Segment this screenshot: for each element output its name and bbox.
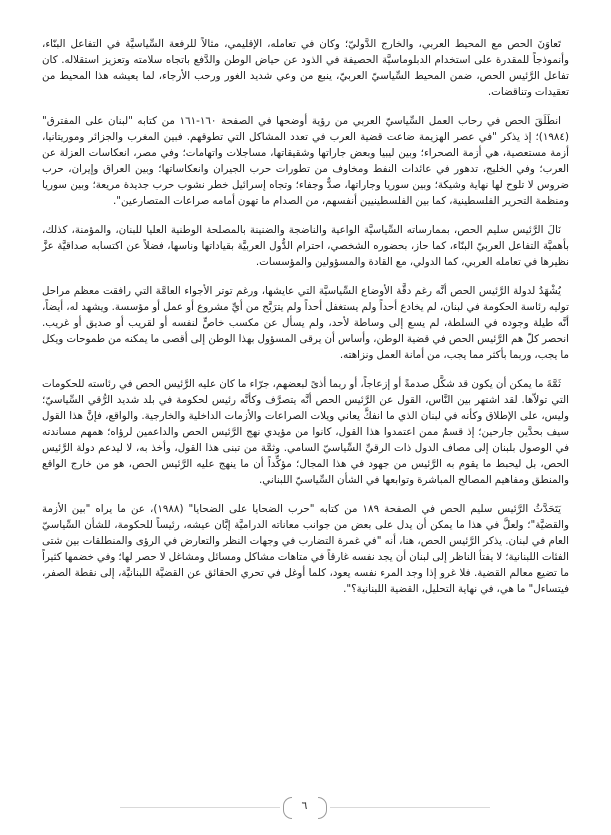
- footer-rule-right: [330, 807, 490, 808]
- paragraph-5: ثَمَّةَ ما يمكن أن يكون قد شكَّل صدمةً أو إزعاجاً، أو ربما أذىً لبعضهم، جرّاء ما كان عليه الرَّئيس الحص في رئاسته للحكومات التي تولاّها. لقد اشتهر بين النَّاس، القول عن الرَّئيس الحص أنَّه يتصرَّف وكأنَّه رئيس لحكومة في بلد شديد الرُّقي السِّياسيّ؛ وليس، على الإطلاق وكأنه في لبنان الذي ما انفكَّ يعاني ويلات الصراعات والأزمات الداخلية والخارجية. والواقع، فإنَّ هذا القول سيف بحدَّين جارحين؛ إذ قسمٌ ممن اعتمدوا هذا القول، كانوا من مؤيدي نهج الرَّئيس الحص والداعمين لرؤاه؛ همهم مساندته في الوصول بلبنان إلى مصاف الدول ذات الرقيِّ السِّياسيّ السامي. وثمَّة من تبنى هذا القول، وأخذ به، لا ليدعم دولة الرَّئيس الحص، بل ليحبط ما يقوم به الرَّئيس من جهود في هذا المجال؛ مؤكِّداً أن ما ينهج عليه الرَّئيس الحص، هو من خارج الواقع والمنطق ومفاهيم المصالح المباشرة وتوابعها في الشأن السِّياسيّ اللبناني.: [42, 378, 569, 486]
- paragraph-3: نَالَ الرَّئيس سليم الحص، بممارساته السِّياسيَّة الواعية والناضجة والضنينة بالمصلحة الوطنية العليا للبنان، والمؤمنة، كذلك، بأهميَّة التفاعل العربيّ البنّاء، كما حاز، بحضوره الشخصي، احترام الدُّول العربيَّة بقياداتها وناسها، فضلاً عن اكتسابه صداقيَّة عزَّ نظيرها في تعامله العربي، كما الدولي، مع القادة والمسؤولين والمؤسسات.: [42, 224, 569, 268]
- footer-bracket-right: [318, 797, 327, 819]
- document-body: [42, 36, 569, 610]
- footer-rule-left: [120, 807, 280, 808]
- page-footer: [0, 796, 611, 820]
- paragraph-1: تَعاوَنَ الحص مع المحيط العربي، والخارج الدَّوليّ؛ وكان في تعامله، الإقليمي، مثالاً للرفعة السِّياسيَّة في التفاعل البنّاء، وأنموذجاً للمقدرة على استخدام الدبلوماسيَّة الحصيفة في الذود عن حياض الوطن والدَّفع باتجاه سلامته وتعزيز استقلاله. كان تفاعل الرَّئيس الحص، ضمن المحيط السِّياسيّ العربيّ، ينبع من وعي شديد الغور ورحب الأرجاء، لما يعيشه هذا المحيط من تعقيدات وتناقضات.: [42, 38, 569, 98]
- paragraph-2: انطَلَقَ الحص في رحاب العمل السِّياسيّ العربي من رؤية أوضحها في الصفحة ١٦٠-١٦١ من كتابه "لبنان على المفترق" (١٩٨٤)؛ إذ يذكر "في عصر الهزيمة ضاعت قضية العرب في تعدد المشاكل التي تطوقهم. فبين المغرب والجزائر وموريتانيا، أزمة مستعصية، هي أزمة الصحراء؛ وبين ليبيا وبعض جاراتها وشقيقاتها، مساجلات واتهامات؛ وفي مصر، انعكاسات العزلة عن العرب؛ وفي الخليج، تدهور في عائدات النفط ومخاوف من تطورات حرب الجيران وانعكاساتها؛ وبين العراق وإيران، حرب ضروس لا تلوح لها نهاية وشيكة؛ وبين سوريا وجاراتها، صدٌّ وجفاء؛ وتجاه إسرائيل خطر نشوب حرب جديدة مريعة؛ وبين سوريا ومنظمة التحرير الفلسطينية، كما بين الفلسطينيين أنفسهم، من الصدام ما تهون أمامه صراعات المتصارعين".: [42, 115, 569, 207]
- paragraph-6: يَتَحَدَّثُ الرَّئيس سليم الحص في الصفحة ١٨٩ من كتابه "حرب الضحايا على الضحايا" (١٩٨٨)، عن ما يراه "بين الأزمة والقضيَّة"؛ ولعلَّ في هذا ما يمكن أن يدل على بعض من جوانب معاناته الدراميَّة إبَّان عيشه، رئيساً للحكومة، للشأن السِّياسيّ العام في لبنان. يذكر الرَّئيس الحص، هنا، أنه "في غمرة التضارب في وجهات النظر والتعارض في الرؤى والمنطلقات بين شتى الفئات اللبنانية؛ لا يفتأ الناظر إلى لبنان أن يجد نفسه غارقاً في متاهات مشاكل ومسائل ومشاغل لا حصر لها؛ وفي خضمها كثيراً ما تضيع معالم القضية. فلا غرو إذا وجد المرء نفسه يعود، كلما أوغل في تحري الحقائق عن القضيَّة اللبنانيَّة، إلى نقطة الصفر، فيتساءل" ما هي، في نهاية التحليل، القضية اللبنانية؟".: [42, 503, 569, 595]
- paragraph-4: يُشْهَدُ لدولة الرَّئيس الحص أنَّه رغم دقَّة الأوضاع السِّياسيَّة التي عايشها، ورغم توتر الأجواء العامَّة التي رافقت معظم مراحل توليه رئاسة الحكومة في لبنان، لم يخادع أحداً ولم يستغفل أحداً ولم يترَبَّح من أيِّ مشروع أو عمل أو مؤسسة. ويشهد له، أيضاً، أنَّه طيلة وجوده في السلطة، لم يسع إلى وساطة لأحد، ولم يسأل عن مكسب خاصٍّ لنفسه أو لقريب أو صديق أو غريب. انحصر كلّ هم الرَّئيس الحص في قضية الوطن، وأساس أن يرقى المسؤول بهذا الوطن إلى أقصى ما يمكنه من طموحات ويكل ما يجب، وربما بأكثر مما يجب، من أمانة العمل ونزاهته.: [42, 285, 569, 361]
- page-number: ٦: [301, 799, 308, 812]
